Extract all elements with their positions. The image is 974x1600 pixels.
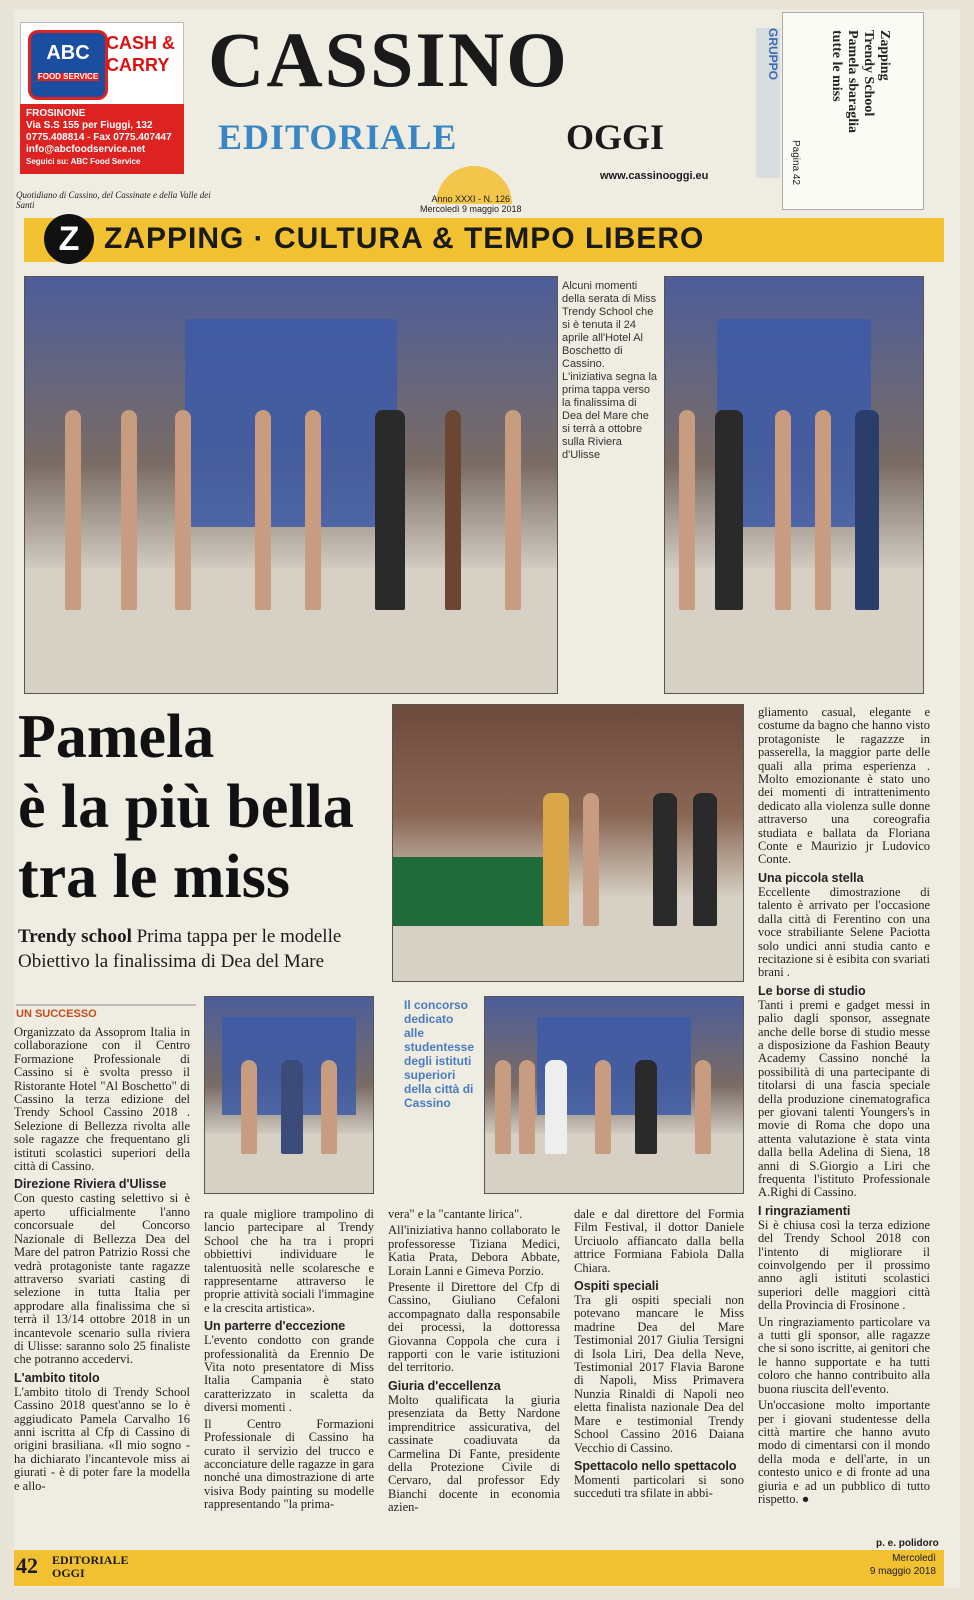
sticker-line: tutte le miss [829,30,844,102]
headline-line: è la più bella [18,773,354,841]
page-number: 42 [16,1553,38,1578]
photo-figure [635,1060,657,1154]
ad-contact-block [20,104,184,174]
photo-caption-middle: Il concorso dedicato alle studentesse degli istituti superiori della città di Cassino [404,998,475,1110]
article-column-3 [388,1208,560,1542]
article-paragraph: Presente il Direttore del Cfp di Cassino, Giuliano Cefaloni accompagnato dalla responsabile dei processi, la dottoressa Giovanna Coppola che cura i rapporti con le varie istituzioni del territorio. [388,1280,560,1375]
article-headline [18,702,388,912]
photo-figure [65,410,81,610]
photo-body-painting [392,704,744,982]
photo-figure [175,410,191,610]
photo-figure [445,410,461,610]
article-subheading: Un parterre d'eccezione [204,1319,346,1334]
footer-paper-name [52,1554,128,1580]
photo-figure [255,410,271,610]
article-paragraph: Tanti i premi e gadget messi in palio dagli sponsor, assegnate anche delle borse di studio messe a disposizione da Fashion Beauty Academy Cassino nonché la possibilità di una partecipante di titolarsi di una fascia speciale della produzione cinematografica per giovani talenti Youngers's in movie di Roma che dopo una attenta valutazione è stata vinta dalla bella Adelina di Siena, 18 anni di S.Giorgio a Liri che frequenta l'istituto Professionale A.Righi di Cassino. [758,997,930,1200]
photo-catwalk [484,996,744,1194]
footer-day: Mercoledì [892,1553,936,1564]
article-paragraph: dale e dal direttore del Formia Film Festival, il dottor Daniele Urciuolo affiancato dalla bella attrice Formiana Fabiola Dalla Chiara. [574,1208,744,1275]
photo-figure [855,410,879,610]
photo-figure [715,410,743,610]
edition-date: Mercoledì 9 maggio 2018 [420,204,522,214]
ad-address: Via S.S 155 per Fiuggi, 132 [26,120,153,131]
website-link[interactable]: www.cassinooggi.eu [600,170,709,182]
article-paragraph: Con questo casting selettivo si è aperto ufficialmente l'anno concorsuale del Concorso Nazionale di Bellezza Dea del Mare del patron Patrizio Rossi che vedrà protagoniste tante ragazze attraverso svariati casting di selezione in tutta Italia per approdare alla finalissima che si terrà il 13/14 ottobre 2018 in un incantevole scenario sulla riviera di Ulisse: saranno solo 25 finaliste che potranno accedervi. [14,1191,190,1367]
headline-line: Pamela [18,703,215,771]
article-subheading: L'ambito titolo [14,1370,100,1385]
photo-jury-table [393,857,547,926]
deck-line: Obiettivo la finalissima di Dea del Mare [18,951,325,972]
masthead-title: CASSINO [208,16,569,103]
footer-name-line: EDITORIALE [52,1553,129,1567]
edition-info [420,194,522,214]
ad-email: info@abcfoodservice.net [26,144,146,155]
photo-figure [281,1060,303,1154]
photo-figure [595,1060,611,1154]
article-paragraph: vera" e la "cantante lirica". [388,1208,523,1221]
photo-figure [693,793,717,925]
article-column-5 [758,706,930,1536]
masthead-sub-left: EDITORIALE [218,117,458,157]
article-column-2 [204,1208,374,1542]
ad-logo-sub: FOOD SERVICE [37,72,99,81]
article-paragraph: ra quale migliore trampolino di lancio partecipare al Trendy School che ha tra i propri obbiettivi individuare le talentuosità nelle scolaresche e rappresentarne attraverso le proprie attività sociali l'immagine e la crescita artistica». [204,1208,374,1315]
article-column-1 [14,1026,190,1538]
photo-figure [679,410,695,610]
article-paragraph: L'evento condotto con grande professionalità da Erennio De Vita noto presentatore di Miss Italia Campania è stato caratterizzato in scaletta da diversi momenti . [204,1333,374,1415]
article-subheading: Giuria d'eccellenza [388,1378,501,1393]
photo-floor [25,568,557,693]
article-subheading: Direzione Riviera d'Ulisse [14,1177,167,1192]
ad-phone: 0775.408814 - Fax 0775.407447 [26,132,172,143]
ad-logo-text: ABC [46,42,90,64]
photo-banner [185,319,398,527]
article-paragraph: Un ringraziamento particolare va a tutti gli sponsor, alle ragazze che si sono iscritte, ai genitori che le hanno supportate e ha tutti coloro che hanno contribuito alla buona riuscita dell'evento. [758,1314,930,1396]
footer-bar [14,1550,944,1586]
article-subheading: Una piccola stella [758,870,864,885]
photo-figure [121,410,137,610]
photo-figure [545,1060,567,1154]
article-paragraph: Momenti particolari si sono succeduti tra sfilate in abbi- [574,1472,744,1501]
section-label: ZAPPING · CULTURA & TEMPO LIBERO [104,222,705,255]
gruppo-label: GRUPPO [756,28,780,178]
footer-date [826,1552,936,1578]
article-paragraph: Un'occasione molto importante per i giovani studentesse della città martire che hanno avuto modo di cimentarsi con il mondo della moda e dell'arte, in un contesto unico e di fronte ad una giuria e ad un pubblico di tutto rispetto. ● [758,1398,930,1506]
ad-social: Seguici su: ABC Food Service [26,157,141,166]
author-signature: p. e. polidoro [876,1538,939,1549]
section-letter-icon: Z [44,214,94,264]
kicker-label: UN SUCCESSO [16,1004,196,1026]
photo-figure [815,410,831,610]
ad-carry: CARRY [106,55,170,75]
article-paragraph: L'ambito titolo di Trendy School Cassino 2018 quest'anno se lo è aggiudicato Pamela Carvalho 16 anni iscritta al Cfp di Cassino di origini brasiliana. «Il mio sogno - ha dichiarato l'incantevole miss ai giurati - è di poter fare la modella e allo- [14,1384,190,1493]
article-paragraph: Si è chiusa così la terza edizione del Trendy School 2018 con l'intento di migliorare il coinvolgendo per il prossimo anno agli istituti scolastici superiori delle maggiori città della Provincia di Frosinone . [758,1217,930,1313]
photo-figure [695,1060,711,1154]
article-deck [18,924,388,974]
photo-figure [375,410,405,610]
ad-cash-carry [106,32,175,76]
photo-figure [583,793,599,925]
article-subheading: Ospiti speciali [574,1279,659,1294]
photo-figure [505,410,521,610]
sticker-page: Pagina 42 [790,140,801,186]
footer-name-line: OGGI [52,1566,85,1580]
article-subheading: I ringraziamenti [758,1203,851,1218]
masthead-sub-right: OGGI [566,117,665,157]
photo-figure [653,793,677,925]
article-subheading: Le borse di studio [758,983,866,998]
sticker-line: Pamela sbaraglia [845,30,860,134]
photo-figure [321,1060,337,1154]
ad-city: FROSINONE [26,108,86,119]
ad-cash: CASH & [106,33,176,53]
headline-line: tra le miss [18,843,291,911]
sticker-line: Zapping [877,30,892,81]
photo-floor [665,568,923,693]
photo-podium [204,996,374,1194]
photo-figure [775,410,791,610]
article-paragraph: Molto qualificata la giuria presenziata da Betty Nardone imprenditrice assicurativa, del cassinate coadiuvata da Carmelina Di Fante, presidente della Protezione Civile di Cervaro, dal professor Edy Bianchi docente in economia azien- [388,1392,560,1515]
article-subheading: Spettacolo nello spettacolo [574,1458,737,1473]
edition-number: Anno XXXI - N. 126 [431,194,511,204]
article-paragraph: Organizzato da Assoprom Italia in collaborazione con il Centro Formazione Professionale di Cassino si è svolta presso il Ristorante Hotel "Al Boschetto" di Cassino la terza edizione del Trendy School Cassino 2018 . Selezione di Bellezza rivolta alle sole ragazze che frequentano gli istituti scolastici superiori della città di Cassino. [14,1026,190,1174]
article-column-4 [574,1208,744,1542]
article-paragraph: All'iniziativa hanno collaborato le professoresse Tiziana Medici, Katia Prata, Debora Abbate, Lorain Lanni e Gimeva Porzio. [388,1223,560,1278]
sticker-line: Trendy School [861,30,876,117]
deck-bold: Trendy school [18,926,132,947]
photo-figure [543,793,569,925]
sticker-text [828,30,892,133]
photo-figure [519,1060,535,1154]
masthead-motto: Quotidiano di Cassino, del Cassinate e della Valle dei Santi [16,190,211,210]
article-paragraph: gliamento casual, elegante e costume da bagno che hanno visto protagoniste le ragazzze in passerella, la maggior parte delle quali alla prima esperienza . Molto emozionante è stato uno dei momenti di intrattenimento dedicato alla violenza sulle donne attraverso una coreografia studiata e ballata da Floriana Conte e Maurizio jr Ludovico Conte. [758,706,930,867]
photo-figure [305,410,321,610]
article-paragraph: Il Centro Formazioni Professionale di Cassino ha curato il servizio del trucco e acconciature delle ragazze in gara nonché una dimostrazione di arte visiva Body painting su modelle rappresentando "la prima- [204,1416,374,1512]
ad-logo [28,30,108,100]
article-paragraph: Eccellente dimostrazione di talento è arrivato per l'occasione dalla città di Ferentino con una voce strabiliante Selene Paciotta solo undici anni studia canto e recitazione si è esibita con svariati brani . [758,884,930,980]
photo-stage-crowning [664,276,924,694]
photo-caption-top: Alcuni momenti della serata di Miss Trendy School che si è tenuta il 24 aprile all'Hotel Al Boschetto di Cassino. L'iniziativa segna la prima tappa verso la finalissima di Dea del Mare che si terrà a ottobre sulla Riviera d'Ulisse [562,280,658,461]
photo-figure [495,1060,511,1154]
footer-date-value: 9 maggio 2018 [869,1566,936,1577]
deck-line: Prima tappa per le modelle [131,926,342,947]
article-paragraph: Tra gli ospiti speciali non potevano mancare le Miss madrine Dea del Mare Testimonial 2017 Giulia Tersigni di Isola Liri, Dea della Neve, Testimonial 2017 Flavia Barone di Napoli, Miss Primavera Nunzia Rinaldi di Napoli neo eletta finalista nazionale Dea del Mare e testimonial Trendy School Cassino 2016 Daiana Vecchio di Cassino. [574,1293,744,1455]
photo-figure [241,1060,257,1154]
photo-winners [24,276,558,694]
